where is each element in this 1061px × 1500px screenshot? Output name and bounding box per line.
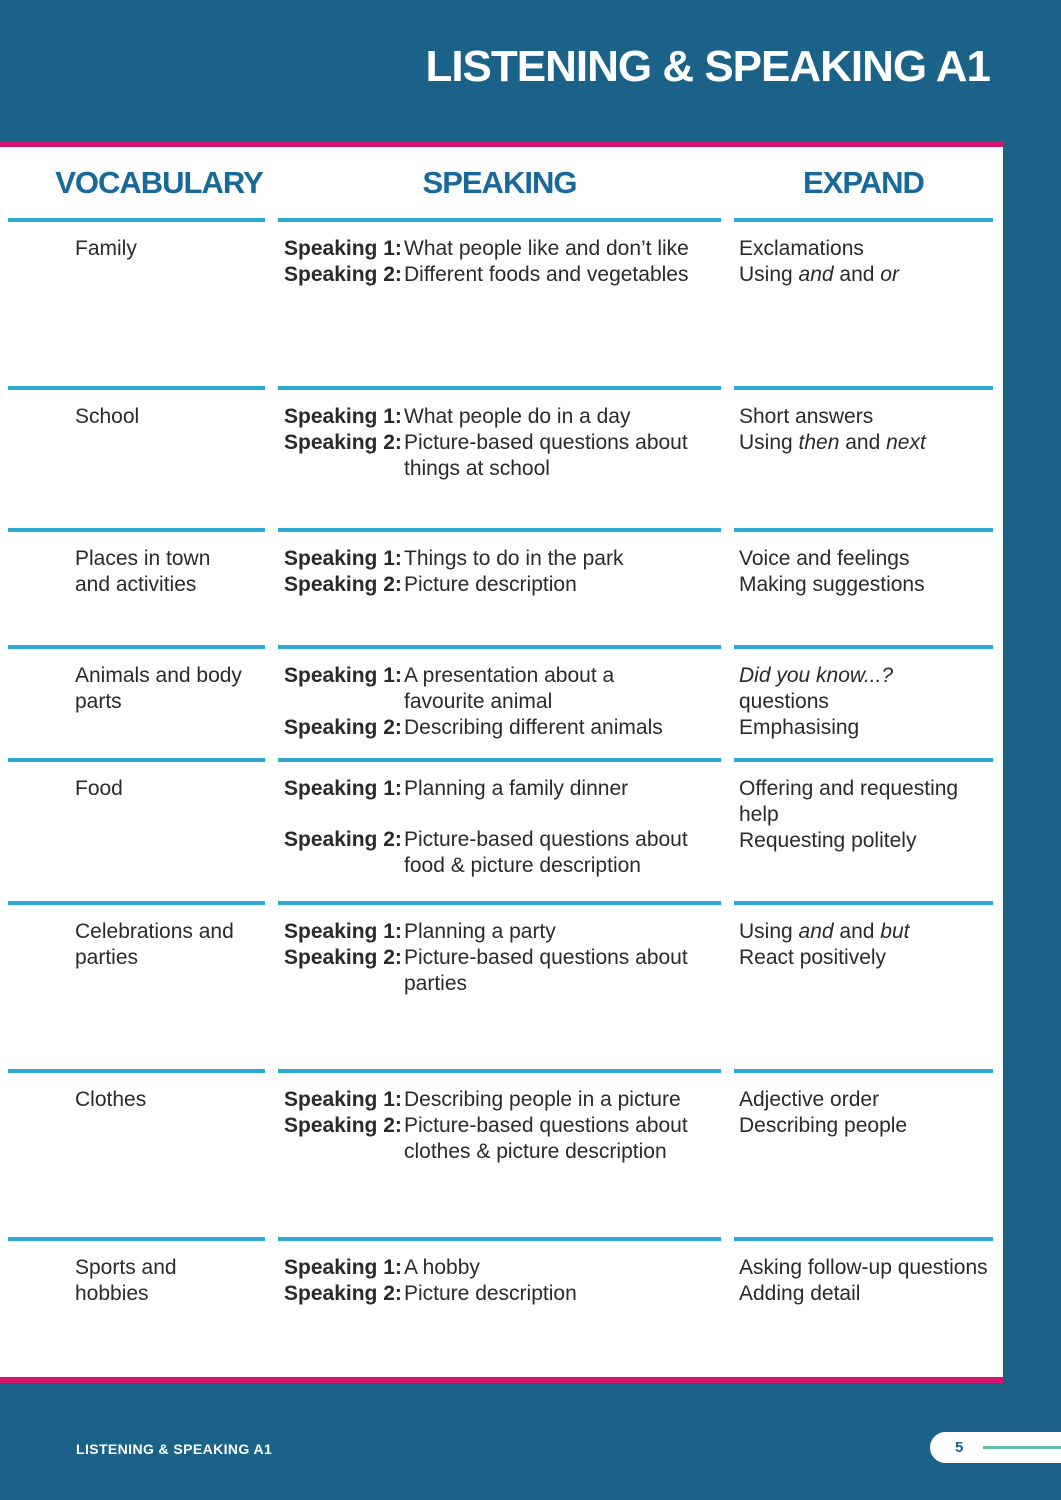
speaking-cell (278, 1069, 721, 1237)
text-segment: Picture description (404, 573, 577, 596)
text-segment: Celebrations and (75, 920, 234, 943)
speaking-label: Speaking 1: (284, 1088, 402, 1111)
text-segment: Sports and (75, 1256, 177, 1279)
expand-item (739, 1281, 993, 1307)
vocabulary-cell (8, 386, 265, 528)
speaking-label: Speaking 1: (284, 920, 402, 943)
text-segment: Describing different animals (404, 716, 663, 739)
table-body (0, 218, 1003, 1377)
text-segment: Asking follow-up questions (739, 1256, 988, 1279)
text-segment: Using (739, 920, 799, 943)
speaking-item (284, 919, 721, 945)
speaking-item (284, 715, 721, 741)
speaking-item (284, 1113, 721, 1165)
table-row (8, 1069, 1003, 1237)
table-row (8, 528, 1003, 645)
speaking-cell (278, 218, 721, 386)
page-number-line (983, 1446, 1061, 1449)
speaking-label: Speaking 2: (284, 431, 402, 454)
text-segment: and (839, 431, 887, 454)
vocabulary-cell (8, 1237, 265, 1377)
text-segment: parts (75, 690, 122, 713)
table-row (8, 218, 1003, 386)
expand-item (739, 945, 993, 971)
text-segment: What people like and don’t like (404, 237, 689, 260)
text-segment: React positively (739, 946, 887, 969)
text-segment: Adjective order (739, 1088, 880, 1111)
speaking-cell (278, 758, 721, 901)
text-segment: Picture-based questions about (404, 828, 688, 851)
text-segment: Requesting politely (739, 829, 917, 852)
table-row (8, 901, 1003, 1069)
column-header-vocabulary: VOCABULARY (55, 164, 263, 200)
speaking-label: Speaking 1: (284, 1256, 402, 1279)
expand-item (739, 572, 993, 598)
text-segment: Exclamations (739, 237, 864, 260)
column-header-expand: EXPAND (803, 164, 924, 200)
text-segment: A presentation about a (404, 664, 615, 687)
expand-item (739, 404, 993, 430)
italic-text-segment: then (798, 431, 840, 454)
text-segment: Food (75, 777, 123, 800)
table-row (8, 758, 1003, 901)
speaking-label: Speaking 1: (284, 237, 402, 260)
text-segment: Picture-based questions about (404, 946, 688, 969)
italic-text-segment: Did you know...? (739, 664, 894, 687)
speaking-item (284, 1281, 721, 1307)
speaking-cell (278, 386, 721, 528)
speaking-label: Speaking 2: (284, 946, 402, 969)
text-segment: Planning a family dinner (404, 777, 629, 800)
speaking-label: Speaking 2: (284, 573, 402, 596)
text-segment: Places in town (75, 547, 211, 570)
speaking-item (284, 663, 721, 715)
footer-band (0, 1383, 1061, 1500)
text-segment: Voice and feelings (739, 547, 910, 570)
speaking-label: Speaking 1: (284, 777, 402, 800)
speaking-item (284, 776, 721, 802)
expand-cell (734, 218, 993, 386)
content-card (0, 147, 1003, 1377)
text-segment: favourite animal (404, 690, 553, 713)
vocabulary-cell (8, 1069, 265, 1237)
page-title: LISTENING & SPEAKING A1 (425, 42, 990, 91)
speaking-cell (278, 1237, 721, 1377)
text-segment: and (833, 920, 881, 943)
text-segment: hobbies (75, 1282, 149, 1305)
text-segment: Picture-based questions about (404, 431, 688, 454)
expand-item (739, 262, 993, 288)
text-segment: Picture description (404, 1282, 577, 1305)
speaking-item (284, 236, 721, 262)
footer-title: LISTENING & SPEAKING A1 (76, 1441, 273, 1457)
expand-item (739, 715, 993, 741)
italic-text-segment: but (880, 920, 910, 943)
speaking-item (284, 827, 721, 879)
page-number-pill (930, 1432, 1061, 1463)
expand-cell (734, 645, 993, 758)
speaking-item (284, 546, 721, 572)
column-header-speaking: SPEAKING (422, 164, 577, 200)
expand-item (739, 430, 993, 456)
text-segment: parties (75, 946, 139, 969)
expand-cell (734, 1237, 993, 1377)
text-segment: Things to do in the park (404, 547, 624, 570)
text-segment: Offering and requesting (739, 777, 959, 800)
speaking-item (284, 262, 721, 288)
text-segment: Using (739, 263, 799, 286)
vocabulary-cell (8, 528, 265, 645)
speaking-item (284, 1255, 721, 1281)
text-segment: Describing people (739, 1114, 908, 1137)
speaking-cell (278, 528, 721, 645)
text-segment: and activities (75, 573, 197, 596)
text-segment: School (75, 405, 140, 428)
speaking-label: Speaking 2: (284, 716, 402, 739)
text-segment: help (739, 803, 779, 826)
speaking-label: Speaking 1: (284, 405, 402, 428)
expand-item (739, 236, 993, 262)
expand-item (739, 546, 993, 572)
speaking-label: Speaking 1: (284, 547, 402, 570)
speaking-cell (278, 645, 721, 758)
expand-cell (734, 1069, 993, 1237)
table-row (8, 645, 1003, 758)
text-segment: Planning a party (404, 920, 556, 943)
speaking-item (284, 404, 721, 430)
speaking-label: Speaking 2: (284, 828, 402, 851)
table-row (8, 386, 1003, 528)
text-segment: Animals and body (75, 664, 242, 687)
expand-item (739, 1087, 993, 1113)
expand-item (739, 828, 993, 854)
text-segment: and (833, 263, 881, 286)
vocabulary-cell (8, 901, 265, 1069)
expand-cell (734, 386, 993, 528)
expand-item (739, 776, 993, 828)
speaking-label: Speaking 2: (284, 263, 402, 286)
column-headers (8, 147, 1003, 218)
table-row (8, 1237, 1003, 1377)
expand-cell (734, 901, 993, 1069)
speaking-label: Speaking 1: (284, 664, 402, 687)
text-segment: Clothes (75, 1088, 147, 1111)
text-segment: Making suggestions (739, 573, 925, 596)
expand-item (739, 1255, 993, 1281)
expand-item (739, 1113, 993, 1139)
text-segment: What people do in a day (404, 405, 631, 428)
speaking-item (284, 572, 721, 598)
text-segment: food & picture description (404, 854, 641, 877)
header-band (0, 0, 1003, 141)
expand-cell (734, 528, 993, 645)
text-segment: Describing people in a picture (404, 1088, 681, 1111)
text-segment: questions (739, 690, 829, 713)
italic-text-segment: next (886, 431, 926, 454)
text-segment: things at school (404, 457, 550, 480)
page-number: 5 (955, 1439, 964, 1456)
vocabulary-cell (8, 758, 265, 901)
speaking-cell (278, 901, 721, 1069)
italic-text-segment: and (798, 920, 834, 943)
text-segment: Different foods and vegetables (404, 263, 689, 286)
text-segment: clothes & picture description (404, 1140, 667, 1163)
text-segment: Short answers (739, 405, 874, 428)
text-segment: Family (75, 237, 137, 260)
text-segment: Using (739, 431, 799, 454)
text-segment: Adding detail (739, 1282, 861, 1305)
italic-text-segment: or (880, 263, 899, 286)
speaking-item (284, 430, 721, 482)
vocabulary-cell (8, 218, 265, 386)
expand-cell (734, 758, 993, 901)
text-segment: parties (404, 972, 468, 995)
expand-item (739, 663, 993, 715)
speaking-label: Speaking 2: (284, 1282, 402, 1305)
speaking-item (284, 1087, 721, 1113)
speaking-item (284, 945, 721, 997)
speaking-label: Speaking 2: (284, 1114, 402, 1137)
expand-item (739, 919, 993, 945)
text-segment: Emphasising (739, 716, 860, 739)
text-segment: A hobby (404, 1256, 480, 1279)
text-segment: Picture-based questions about (404, 1114, 688, 1137)
vocabulary-cell (8, 645, 265, 758)
italic-text-segment: and (798, 263, 834, 286)
